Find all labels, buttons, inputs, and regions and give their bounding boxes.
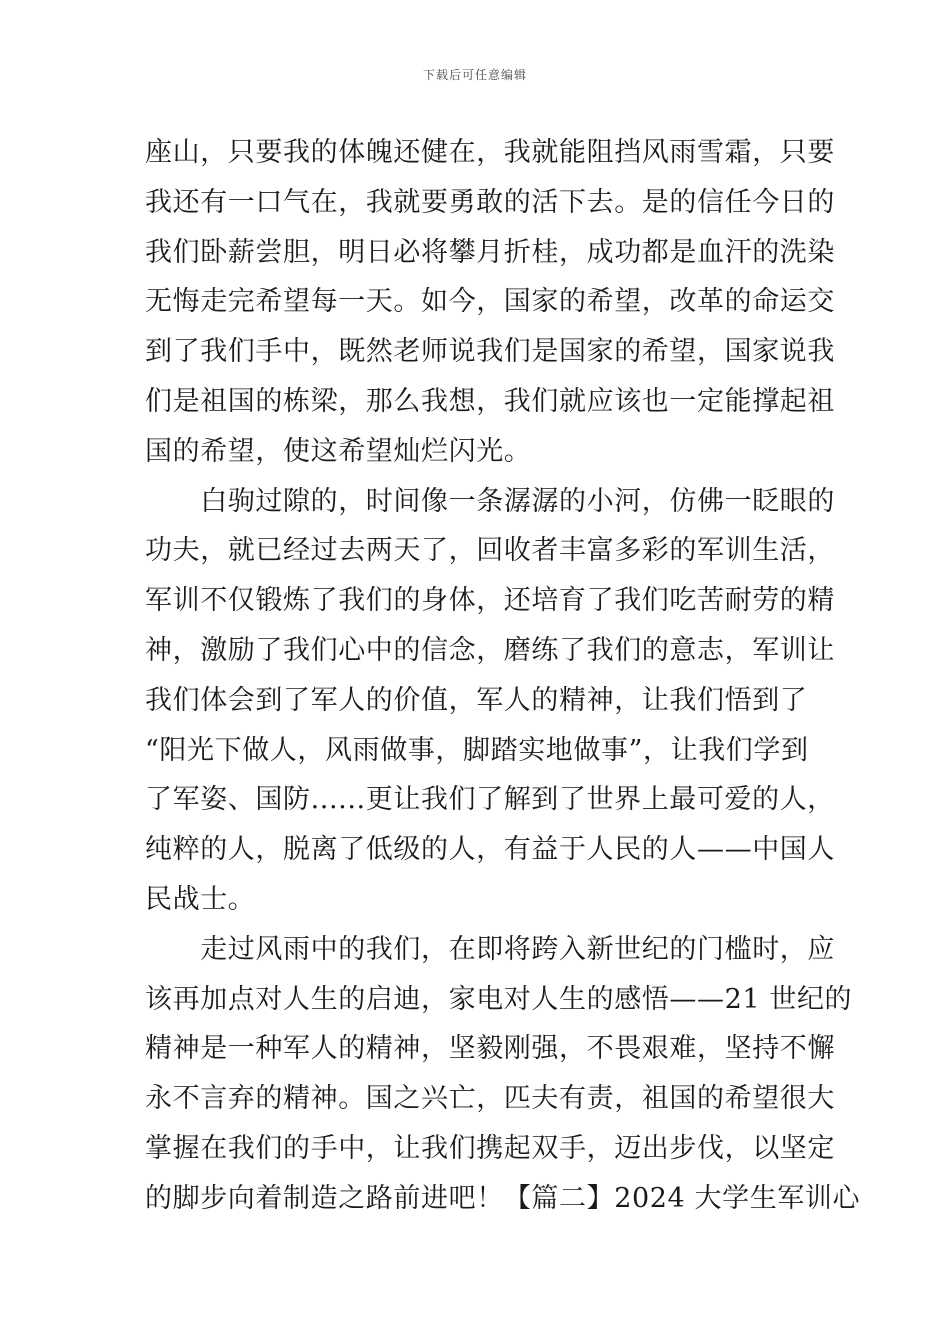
text-line: 该再加点对人生的启迪，家电对人生的感悟——21 世纪的 — [145, 983, 853, 1015]
text-line: 掌握在我们的手中，让我们携起双手，迈出步伐，以坚定 — [145, 1132, 835, 1164]
text-line: 国的希望，使这希望灿烂闪光。 — [145, 435, 532, 467]
text-line: 纯粹的人，脱离了低级的人，有益于人民的人——中国人 — [145, 834, 835, 866]
text-line: 我还有一口气在，我就要勇敢的活下去。是的信任今日的 — [145, 186, 835, 218]
text-line: 座山，只要我的体魄还健在，我就能阻挡风雨雪霜，只要 — [145, 137, 835, 168]
text-line: “阳光下做人，风雨做事，脚踏实地做事”，让我们学到 — [145, 734, 809, 766]
header-note: 下载后可任意编辑 — [422, 68, 527, 82]
text-line: 精神是一种军人的精神，坚毅刚强，不畏艰难，坚持不懈 — [145, 1033, 835, 1065]
text-line: 功夫，就已经过去两天了，回收者丰富多彩的军训生活， — [145, 535, 835, 567]
paragraph-2 — [145, 477, 835, 925]
text-line: 们是祖国的栋梁，那么我想，我们就应该也一定能撑起祖 — [145, 385, 835, 417]
text-line: 走过风雨中的我们，在即将跨入新世纪的门槛时，应 — [145, 933, 835, 965]
text-line: 白驹过隙的，时间像一条潺潺的小河，仿佛一眨眼的 — [145, 485, 835, 517]
text-line: 到了我们手中，既然老师说我们是国家的希望，国家说我 — [145, 336, 835, 368]
document-body — [145, 128, 861, 1224]
paragraph-3 — [145, 925, 861, 1224]
text-line: 军训不仅锻炼了我们的身体，还培育了我们吃苦耐劳的精 — [145, 585, 835, 617]
text-line: 我们卧薪尝胆，明日必将攀月折桂，成功都是血汗的洗染 — [145, 236, 835, 268]
text-line: 我们体会到了军人的价值，军人的精神，让我们悟到了 — [145, 684, 808, 716]
text-line: 的脚步向着制造之路前进吧！【篇二】2024 大学生军训心 — [145, 1182, 861, 1214]
paragraph-1 — [145, 128, 835, 477]
text-line: 神，激励了我们心中的信念，磨练了我们的意志，军训让 — [145, 634, 835, 666]
text-line: 了军姿、国防......更让我们了解到了世界上最可爱的人， — [145, 784, 835, 816]
text-line: 永不言弃的精神。国之兴亡，匹夫有责，祖国的希望很大 — [145, 1083, 835, 1115]
text-line: 无悔走完希望每一天。如今，国家的希望，改革的命运交 — [145, 286, 835, 318]
text-line: 民战士。 — [145, 883, 256, 915]
